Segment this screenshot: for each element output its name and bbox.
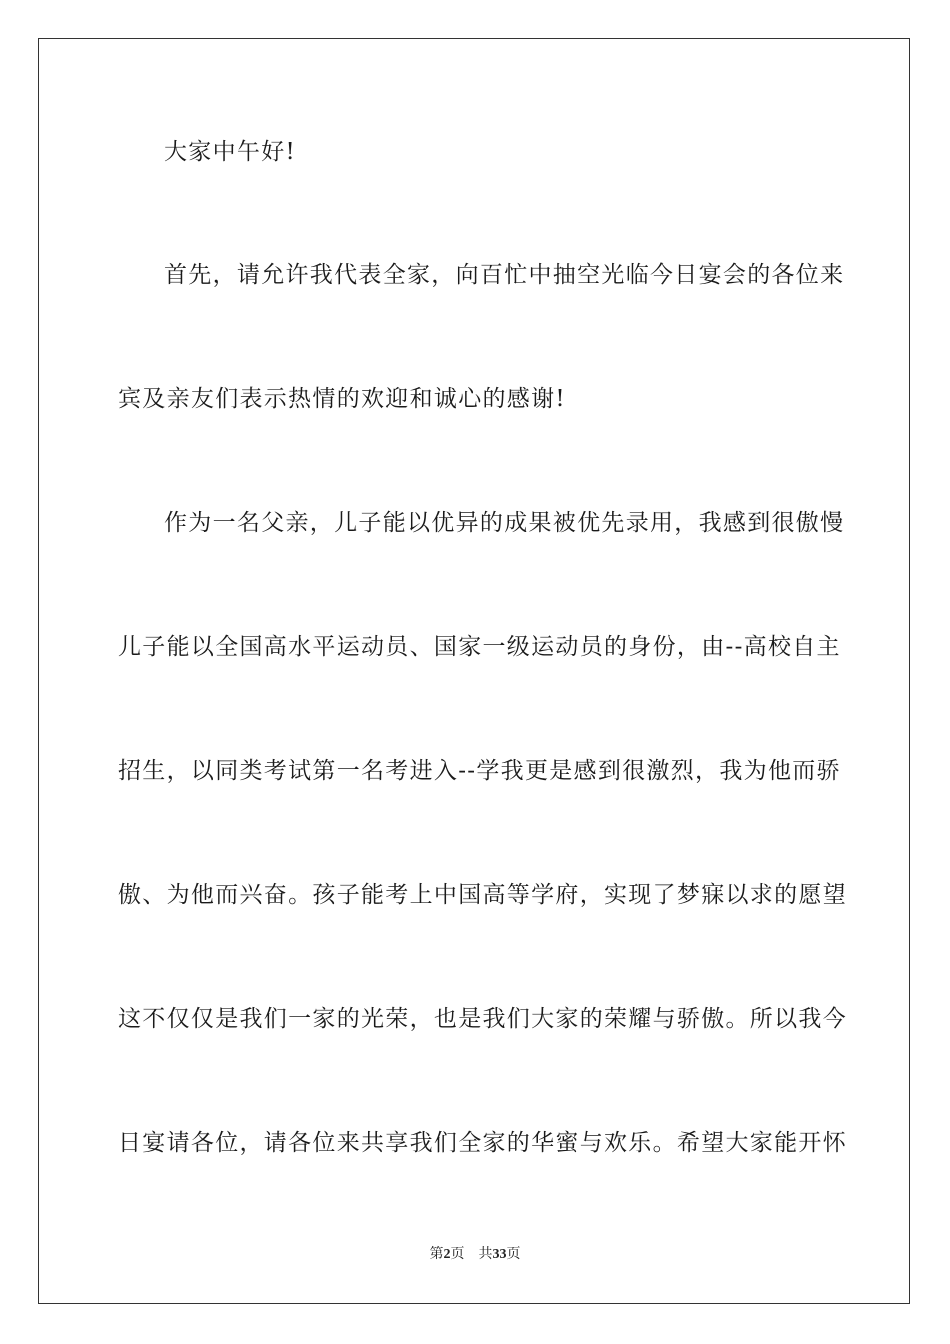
text-line: 儿子能以全国高水平运动员、国家一级运动员的身份，由--高校自主	[118, 634, 841, 660]
page-border	[38, 38, 910, 1304]
page-footer	[0, 1246, 950, 1264]
text-line: 傲、为他而兴奋。孩子能考上中国高等学府，实现了梦寐以求的愿望	[118, 882, 847, 908]
text-line: 大家中午好!	[164, 139, 297, 165]
text-line: 宾及亲友们表示热情的欢迎和诚心的感谢!	[118, 386, 566, 412]
page-suffix: 页	[450, 1247, 465, 1262]
page-prefix: 第	[429, 1247, 444, 1262]
total-pages: 33	[492, 1247, 507, 1262]
total-prefix: 共	[478, 1247, 493, 1262]
total-suffix: 页	[506, 1247, 521, 1262]
text-line: 这不仅仅是我们一家的光荣，也是我们大家的荣耀与骄傲。所以我今	[118, 1006, 847, 1032]
text-line: 日宴请各位，请各位来共享我们全家的华蜜与欢乐。希望大家能开怀	[118, 1130, 847, 1156]
text-line: 作为一名父亲，儿子能以优异的成果被优先录用，我感到很傲慢	[164, 510, 845, 536]
text-line: 首先，请允许我代表全家，向百忙中抽空光临今日宴会的各位来	[164, 262, 845, 288]
text-line: 招生，以同类考试第一名考进入--学我更是感到很激烈，我为他而骄	[118, 758, 841, 784]
page-number: 2	[443, 1247, 451, 1262]
